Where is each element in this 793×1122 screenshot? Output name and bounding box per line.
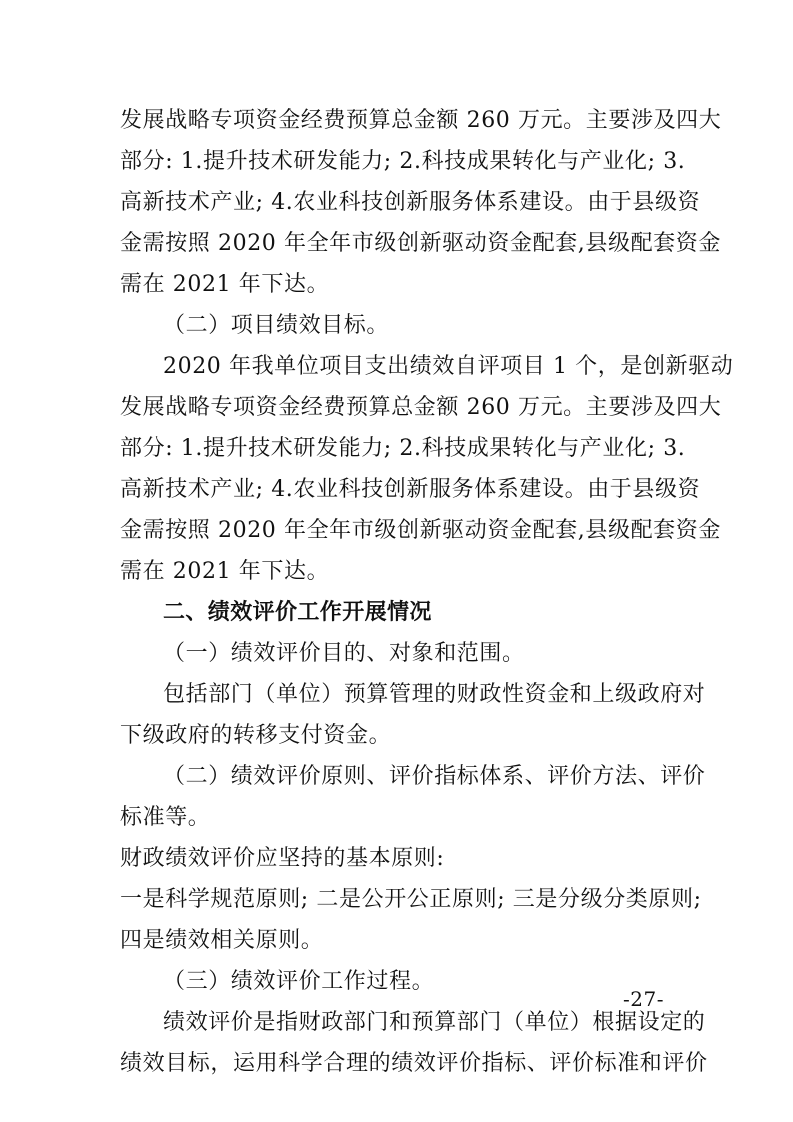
text-line: 需在 2021 年下达。 [120, 272, 330, 297]
paragraph-first-line: 包括部门（单位）预算管理的财政性资金和上级政府对 [163, 682, 706, 707]
section-subheading: （二）绩效评价原则、评价指标体系、评价方法、评价 [163, 764, 706, 789]
text-line: 一是科学规范原则; 二是公开公正原则; 三是分级分类原则; [120, 887, 702, 912]
text-line: 金需按照 2020 年全年市级创新驱动资金配套,县级配套资金 [120, 231, 721, 256]
text-line: 下级政府的转移支付资金。 [120, 723, 392, 748]
section-subheading: （二）项目绩效目标。 [163, 313, 390, 338]
text-line: 标准等。 [120, 805, 211, 830]
section-subheading: （三）绩效评价工作过程。 [163, 969, 435, 994]
text-line: 金需按照 2020 年全年市级创新驱动资金配套,县级配套资金 [120, 518, 721, 543]
text-line: 高新技术产业; 4.农业科技创新服务体系建设。由于县级资 [120, 190, 701, 215]
page-number: -27- [623, 987, 664, 1011]
section-heading: 二、绩效评价工作开展情况 [163, 600, 432, 625]
text-line: 四是绩效相关原则。 [120, 928, 324, 953]
text-line: 部分: 1.提升技术研发能力; 2.科技成果转化与产业化; 3. [120, 436, 686, 461]
section-subheading: （一）绩效评价目的、对象和范围。 [163, 641, 525, 666]
paragraph-first-line: 绩效评价是指财政部门和预算部门（单位）根据设定的 [163, 1010, 706, 1035]
text-line: 绩效目标，运用科学合理的绩效评价指标、评价标准和评价 [120, 1051, 708, 1076]
text-line: 部分: 1.提升技术研发能力; 2.科技成果转化与产业化; 3. [120, 149, 686, 174]
text-line: 需在 2021 年下达。 [120, 559, 330, 584]
text-line: 财政绩效评价应坚持的基本原则: [120, 846, 445, 871]
text-line: 发展战略专项资金经费预算总金额 260 万元。主要涉及四大 [120, 108, 722, 133]
paragraph-first-line: 2020 年我单位项目支出绩效自评项目 1 个，是创新驱动 [163, 354, 734, 379]
text-line: 发展战略专项资金经费预算总金额 260 万元。主要涉及四大 [120, 395, 722, 420]
text-line: 高新技术产业; 4.农业科技创新服务体系建设。由于县级资 [120, 477, 701, 502]
